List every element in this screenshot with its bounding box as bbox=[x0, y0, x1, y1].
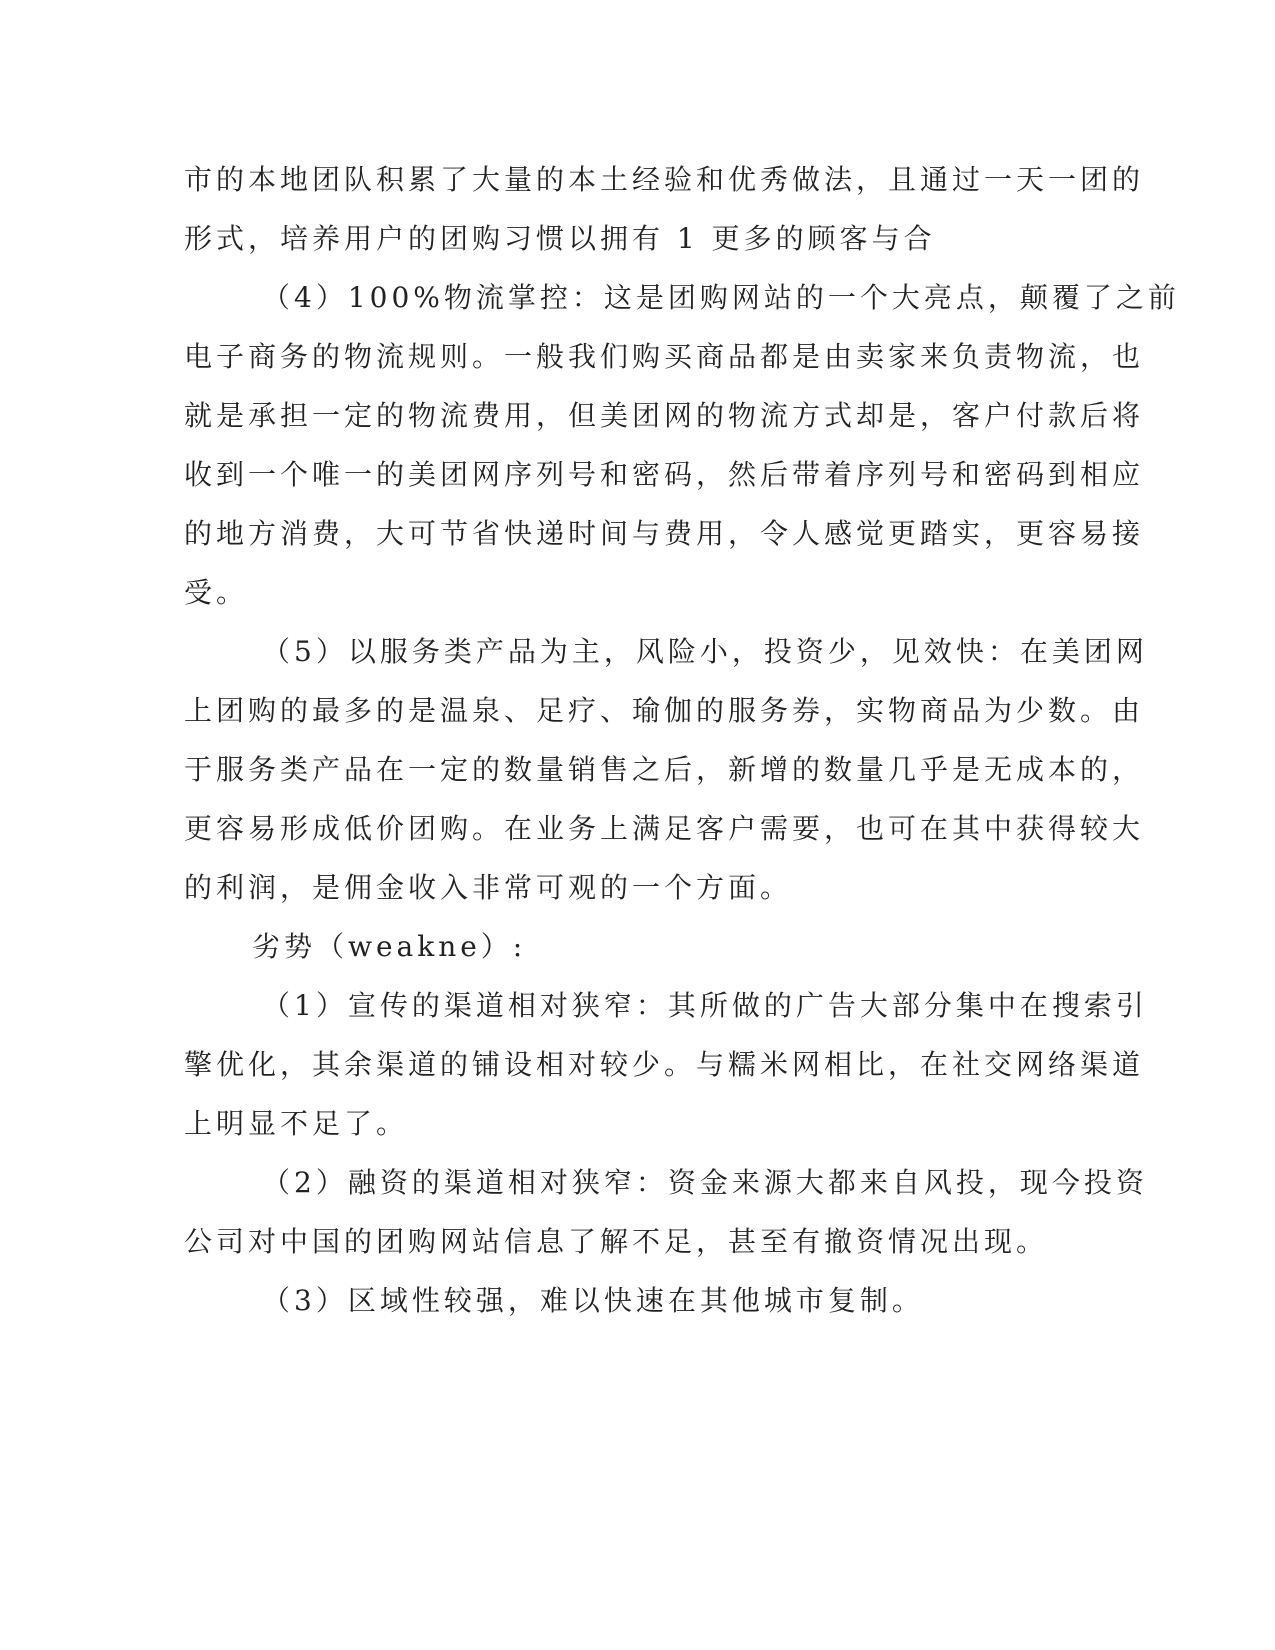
text-line: 的利润，是佣金收入非常可观的一个方面。 bbox=[184, 871, 793, 904]
paragraph-first-line: （1）宣传的渠道相对狭窄：其所做的广告大部分集中在搜索引 bbox=[262, 989, 1148, 1022]
text-line: 市的本地团队积累了大量的本土经验和优秀做法，且通过一天一团的 bbox=[184, 163, 1145, 196]
text-line: 受。 bbox=[184, 576, 249, 609]
text-line: 公司对中国的团购网站信息了解不足，甚至有撤资情况出现。 bbox=[184, 1225, 1049, 1258]
text-line: 更容易形成低价团购。在业务上满足客户需要，也可在其中获得较大 bbox=[184, 812, 1145, 845]
section-heading-weakness: 劣势（weakne）: bbox=[252, 930, 527, 963]
text-line: 的地方消费，大可节省快递时间与费用，令人感觉更踏实，更容易接 bbox=[184, 517, 1145, 550]
text-line: 形式，培养用户的团购习惯以拥有 1 更多的顾客与合 bbox=[184, 222, 936, 255]
text-line: 收到一个唯一的美团网序列号和密码，然后带着序列号和密码到相应 bbox=[184, 458, 1145, 491]
text-line: 擎优化，其余渠道的铺设相对较少。与糯米网相比，在社交网络渠道 bbox=[184, 1048, 1145, 1081]
paragraph-first-line: （3）区域性较强，难以快速在其他城市复制。 bbox=[262, 1284, 924, 1317]
text-line: 于服务类产品在一定的数量销售之后，新增的数量几乎是无成本的， bbox=[184, 753, 1145, 786]
text-line: 就是承担一定的物流费用，但美团网的物流方式却是，客户付款后将 bbox=[184, 399, 1145, 432]
text-line: 上明显不足了。 bbox=[184, 1107, 409, 1140]
paragraph-first-line: （4）100%物流掌控：这是团购网站的一个大亮点，颠覆了之前 bbox=[262, 281, 1180, 314]
paragraph-first-line: （5）以服务类产品为主，风险小，投资少，见效快：在美团网 bbox=[262, 635, 1148, 668]
text-line: 电子商务的物流规则。一般我们购买商品都是由卖家来负责物流，也 bbox=[184, 340, 1145, 373]
paragraph-first-line: （2）融资的渠道相对狭窄：资金来源大都来自风投，现今投资 bbox=[262, 1166, 1148, 1199]
text-line: 上团购的最多的是温泉、足疗、瑜伽的服务券，实物商品为少数。由 bbox=[184, 694, 1145, 727]
